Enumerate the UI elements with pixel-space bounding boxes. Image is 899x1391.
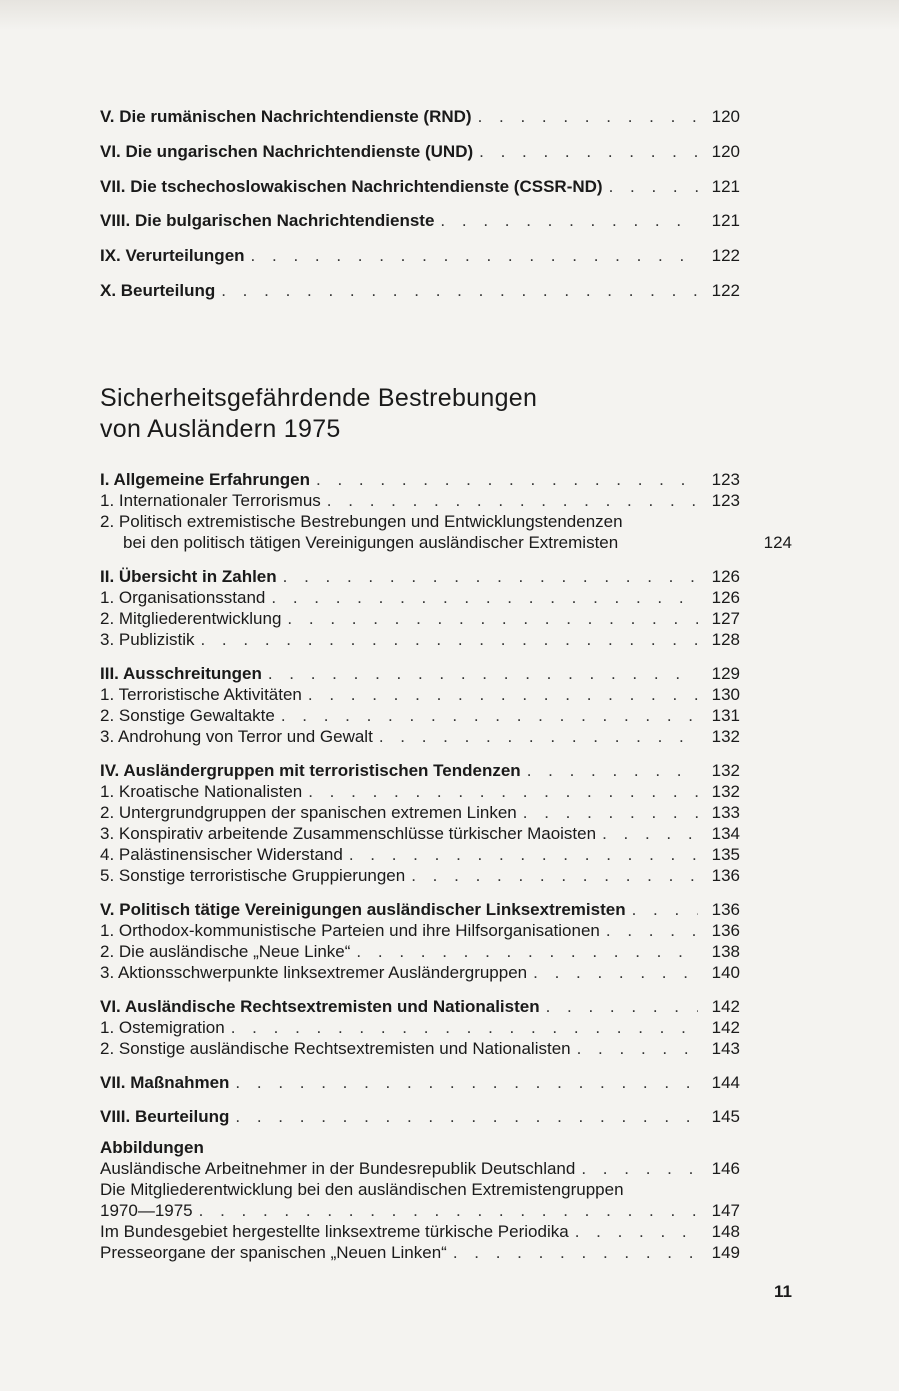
toc-section-title: IV. Ausländergruppen mit terroristischen Tendenzen <box>100 761 521 780</box>
figures-title: Abbildungen <box>100 1138 204 1157</box>
leader-dots <box>411 865 698 886</box>
toc-item[interactable] <box>100 684 740 705</box>
leader-dots <box>440 210 698 231</box>
toc-section[interactable] <box>100 1106 740 1127</box>
toc-entry[interactable] <box>100 280 740 301</box>
toc-entry-page: 121 <box>711 211 740 230</box>
toc-section-page: 145 <box>711 1107 740 1126</box>
figure-entry-wrapped-line-1[interactable]: Die Mitgliederentwicklung bei den ausländischen Extremistengruppen <box>100 1180 624 1199</box>
toc-item-page: 126 <box>711 588 740 607</box>
leader-dots <box>356 941 698 962</box>
toc-item-label: 3. Konspirativ arbeitende Zusammenschlüsse türkischer Maoisten <box>100 824 597 843</box>
figure-entry-page: 148 <box>711 1222 740 1241</box>
toc-item[interactable] <box>100 1038 740 1059</box>
toc-item-page: 143 <box>711 1039 740 1058</box>
leader-dots <box>606 920 698 941</box>
toc-entry-label: IX. Verurteilungen <box>100 246 245 265</box>
toc-item[interactable] <box>100 1017 740 1038</box>
toc-item-wrapped-line-2[interactable]: bei den politisch tätigen Vereinigungen ausländischer Extremisten <box>123 533 619 552</box>
figure-entry[interactable] <box>100 1158 740 1179</box>
leader-dots <box>235 1106 698 1127</box>
toc-item-label: 4. Palästinensischer Widerstand <box>100 845 343 864</box>
leader-dots <box>251 245 698 266</box>
toc-section-title: II. Übersicht in Zahlen <box>100 567 277 586</box>
toc-entry-label: VI. Die ungarischen Nachrichtendienste (UND) <box>100 142 474 161</box>
page-top-edge <box>0 0 899 30</box>
figure-entry-label: Im Bundesgebiet hergestellte linksextreme türkische Periodika <box>100 1222 569 1241</box>
toc-item[interactable] <box>100 865 740 886</box>
chapter-heading-line-1: Sicherheitsgefährdende Bestrebungen <box>100 384 538 412</box>
figure-entry-label: 1970—1975 <box>100 1201 193 1220</box>
toc-item-page: 142 <box>711 1018 740 1037</box>
toc-section[interactable] <box>100 469 740 490</box>
leader-dots <box>281 705 698 726</box>
leader-dots <box>308 781 698 802</box>
toc-entry[interactable] <box>100 176 740 197</box>
toc-entry[interactable] <box>100 106 740 127</box>
toc-section[interactable] <box>100 899 740 920</box>
leader-dots <box>379 726 698 747</box>
toc-item-page: 130 <box>711 685 740 704</box>
toc-item-page: 138 <box>711 942 740 961</box>
toc-section-page: 123 <box>711 470 740 489</box>
toc-section[interactable] <box>100 996 740 1017</box>
toc-item[interactable] <box>100 629 740 650</box>
toc-section[interactable] <box>100 1072 740 1093</box>
toc-entry-label: V. Die rumänischen Nachrichtendienste (RND) <box>100 107 472 126</box>
toc-item-page: 124 <box>763 533 792 552</box>
figure-entry-label: Ausländische Arbeitnehmer in der Bundesrepublik Deutschland <box>100 1159 576 1178</box>
toc-item-label: 3. Aktionsschwerpunkte linksextremer Ausländergruppen <box>100 963 528 982</box>
leader-dots <box>581 1158 698 1179</box>
toc-section-page: 144 <box>711 1073 740 1092</box>
toc-item-label: 3. Publizistik <box>100 630 195 649</box>
leader-dots <box>316 469 698 490</box>
toc-section-title: III. Ausschreitungen <box>100 664 262 683</box>
leader-dots <box>327 490 698 511</box>
figure-entry[interactable] <box>100 1242 740 1263</box>
toc-item-page: 136 <box>711 866 740 885</box>
toc-section-title: VII. Maßnahmen <box>100 1073 230 1092</box>
toc-entry-page: 122 <box>711 281 740 300</box>
toc-item-page: 127 <box>711 609 740 628</box>
toc-entry-label: VIII. Die bulgarischen Nachrichtendienste <box>100 211 435 230</box>
toc-item-label: 1. Orthodox-kommunistische Parteien und ihre Hilfsorganisationen <box>100 921 600 940</box>
leader-dots <box>602 823 698 844</box>
toc-item-label: 1. Ostemigration <box>100 1018 225 1037</box>
toc-entry[interactable] <box>100 141 740 162</box>
leader-dots <box>200 629 698 650</box>
toc-entry-label: X. Beurteilung <box>100 281 216 300</box>
toc-item-label: 2. Sonstige Gewaltakte <box>100 706 275 725</box>
toc-item-label: 2. Sonstige ausländische Rechtsextremisten und Nationalisten <box>100 1039 571 1058</box>
toc-item[interactable] <box>100 941 740 962</box>
toc-item[interactable] <box>100 726 740 747</box>
leader-dots <box>523 802 698 823</box>
leader-dots <box>533 962 698 983</box>
toc-item[interactable] <box>100 781 740 802</box>
toc-item[interactable] <box>100 490 740 511</box>
leader-dots <box>308 684 698 705</box>
toc-item-label: 1. Terroristische Aktivitäten <box>100 685 302 704</box>
toc-item-label: 3. Androhung von Terror und Gewalt <box>100 727 373 746</box>
leader-dots <box>235 1072 698 1093</box>
toc-item[interactable] <box>100 823 740 844</box>
toc-item-page: 136 <box>711 921 740 940</box>
leader-dots <box>287 608 698 629</box>
leader-dots <box>453 1242 698 1263</box>
toc-section[interactable] <box>100 663 740 684</box>
leader-dots <box>479 141 698 162</box>
leader-dots <box>527 760 698 781</box>
leader-dots <box>577 1038 698 1059</box>
toc-item-page: 133 <box>711 803 740 822</box>
chapter-heading-line-2: von Ausländern 1975 <box>100 415 341 443</box>
toc-item-label: 2. Untergrundgruppen der spanischen extremen Linken <box>100 803 517 822</box>
figure-entry-page: 149 <box>711 1243 740 1262</box>
toc-item-wrapped-line-1[interactable]: 2. Politisch extremistische Bestrebungen und Entwicklungstendenzen <box>100 512 623 531</box>
leader-dots <box>221 280 698 301</box>
toc-entry-page: 120 <box>711 142 740 161</box>
toc-section-title: V. Politisch tätige Vereinigungen ausländischer Linksextremisten <box>100 900 626 919</box>
toc-section-page: 126 <box>711 567 740 586</box>
leader-dots <box>632 899 698 920</box>
toc-section[interactable] <box>100 760 740 781</box>
page-number: 11 <box>774 1282 792 1301</box>
toc-item[interactable] <box>100 587 740 608</box>
toc-section-page: 136 <box>711 900 740 919</box>
toc-item[interactable] <box>100 920 740 941</box>
toc-item[interactable] <box>100 962 740 983</box>
leader-dots <box>349 844 698 865</box>
toc-section-title: I. Allgemeine Erfahrungen <box>100 470 311 489</box>
figure-entry-label: Presseorgane der spanischen „Neuen Linken“ <box>100 1243 447 1262</box>
toc-section-title: VI. Ausländische Rechtsextremisten und Nationalisten <box>100 997 540 1016</box>
toc-section-page: 142 <box>711 997 740 1016</box>
leader-dots <box>268 663 698 684</box>
figure-entry[interactable] <box>100 1200 740 1221</box>
toc-entry[interactable] <box>100 245 740 266</box>
figure-entry-page: 146 <box>711 1159 740 1178</box>
leader-dots <box>478 106 698 127</box>
toc-entry-page: 120 <box>711 107 740 126</box>
toc-item-page: 135 <box>711 845 740 864</box>
toc-item-page: 132 <box>711 727 740 746</box>
toc-item-label: 1. Organisationsstand <box>100 588 266 607</box>
leader-dots <box>271 587 698 608</box>
toc-section[interactable] <box>100 566 740 587</box>
leader-dots <box>609 176 698 197</box>
leader-dots <box>231 1017 698 1038</box>
toc-entry[interactable] <box>100 210 740 231</box>
toc-section-title: VIII. Beurteilung <box>100 1107 230 1126</box>
leader-dots <box>199 1200 698 1221</box>
toc-entry-label: VII. Die tschechoslowakischen Nachrichtendienste (CSSR-ND) <box>100 177 603 196</box>
toc-item[interactable] <box>100 705 740 726</box>
toc-item-page: 132 <box>711 782 740 801</box>
leader-dots <box>546 996 698 1017</box>
toc-item-page: 140 <box>711 963 740 982</box>
toc-section-page: 129 <box>711 664 740 683</box>
toc-item[interactable] <box>100 844 740 865</box>
figure-entry[interactable] <box>100 1221 740 1242</box>
toc-item-label: 1. Internationaler Terrorismus <box>100 491 321 510</box>
figure-entry-page: 147 <box>711 1201 740 1220</box>
toc-item-label: 2. Mitgliederentwicklung <box>100 609 282 628</box>
toc-entry-page: 121 <box>711 177 740 196</box>
toc-item-page: 128 <box>711 630 740 649</box>
toc-item-page: 131 <box>711 706 740 725</box>
toc-item-page: 123 <box>711 491 740 510</box>
toc-item-label: 5. Sonstige terroristische Gruppierungen <box>100 866 406 885</box>
toc-item[interactable] <box>100 608 740 629</box>
leader-dots <box>283 566 698 587</box>
toc-item-label: 1. Kroatische Nationalisten <box>100 782 303 801</box>
toc-entry-page: 122 <box>711 246 740 265</box>
toc-item[interactable] <box>100 802 740 823</box>
leader-dots <box>575 1221 698 1242</box>
toc-item-page: 134 <box>711 824 740 843</box>
toc-section-page: 132 <box>711 761 740 780</box>
toc-item-label: 2. Die ausländische „Neue Linke“ <box>100 942 351 961</box>
